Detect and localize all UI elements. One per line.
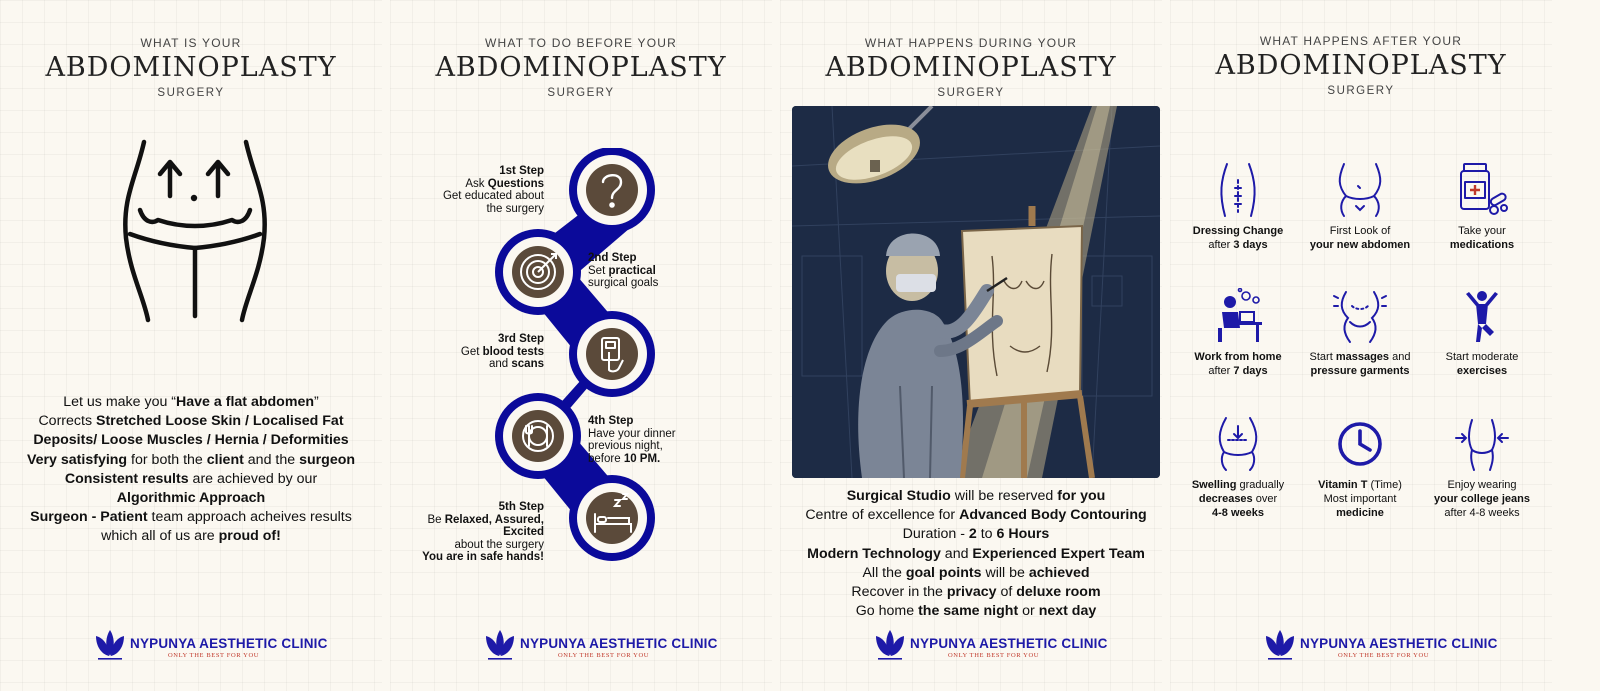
- caption-line: pressure garments: [1310, 365, 1410, 377]
- panel-heading: [1170, 34, 1552, 97]
- lotus-icon: [92, 628, 128, 664]
- step-3: [461, 333, 544, 371]
- heading-small: WHAT HAPPENS AFTER YOUR: [1259, 34, 1463, 48]
- new-abdomen-icon: [1332, 162, 1388, 218]
- after-item-vitamin-t: [1300, 416, 1420, 520]
- during-text: [780, 487, 1172, 621]
- caption-line: after 7 days: [1208, 365, 1268, 377]
- panel-heading: [780, 36, 1162, 99]
- intro-line: Corrects Stretched Loose Skin / Localised Fat: [38, 413, 344, 430]
- intro-line: Very satisfying for both the client and the surgeon: [26, 451, 356, 468]
- intro-line: Surgeon - Patient team approach acheives results: [30, 509, 352, 526]
- dressing-torso-icon: [1213, 162, 1263, 218]
- intro-line: Let us make you “Have a flat abdomen”: [63, 394, 319, 410]
- caption-line: Enjoy wearing: [1447, 479, 1517, 491]
- heading-sub: SURGERY: [157, 87, 225, 99]
- heading-small: WHAT HAPPENS DURING YOUR: [864, 36, 1078, 50]
- step-line: before 10 PM.: [588, 452, 661, 465]
- after-item-medications: [1422, 162, 1542, 252]
- caption-line: after 3 days: [1208, 239, 1268, 251]
- clock-icon: [1332, 416, 1388, 472]
- step-line: Be Relaxed, Assured, Excited: [427, 513, 544, 538]
- lotus-icon: [1262, 628, 1298, 664]
- caption-line: Dressing Change: [1192, 225, 1284, 237]
- step-line: the surgery: [486, 202, 544, 215]
- after-item-dressing: [1178, 162, 1298, 252]
- step-title: 1st Step: [499, 165, 544, 177]
- after-item-caption: [1300, 478, 1420, 520]
- clinic-name: NYPUNYA AESTHETIC CLINIC: [130, 636, 328, 651]
- panel-what-is: [0, 0, 382, 691]
- after-item-jeans: [1422, 416, 1542, 520]
- caption-line: exercises: [1456, 365, 1508, 377]
- clinic-tagline: ONLY THE BEST FOR YOU: [558, 652, 650, 659]
- intro-line: which all of us are proud of!: [101, 528, 281, 545]
- after-item-massages: [1300, 288, 1420, 378]
- intro-line: Consistent results are achieved by our: [64, 470, 318, 487]
- clinic-name: NYPUNYA AESTHETIC CLINIC: [520, 636, 718, 651]
- jeans-waist-icon: [1454, 416, 1510, 472]
- panel-heading: [390, 36, 772, 99]
- panel-after: [1170, 0, 1552, 691]
- caption-line: medications: [1449, 239, 1515, 251]
- after-item-caption: [1178, 224, 1298, 252]
- swelling-torso-icon: [1210, 416, 1266, 472]
- clinic-tagline: ONLY THE BEST FOR YOU: [1338, 652, 1430, 659]
- after-item-caption: [1422, 224, 1542, 252]
- after-item-caption: [1422, 478, 1542, 520]
- panel-during: [780, 0, 1162, 691]
- step-1: [443, 165, 544, 215]
- heading-sub: SURGERY: [547, 87, 615, 99]
- caption-line: Vitamin T (Time): [1318, 479, 1402, 491]
- step-2: [588, 252, 658, 290]
- during-line: Go home the same night or next day: [855, 603, 1097, 620]
- caption-line: Start massages and: [1309, 351, 1411, 363]
- step-5: [390, 501, 544, 564]
- step-line: previous night,: [588, 440, 663, 452]
- clinic-logo: [780, 628, 1162, 668]
- lotus-icon: [482, 628, 518, 664]
- step-line: Set practical: [588, 264, 656, 277]
- heading-big: ABDOMINOPLASTY: [435, 52, 727, 83]
- after-item-caption: [1178, 478, 1298, 520]
- heading-big: ABDOMINOPLASTY: [825, 52, 1117, 83]
- clinic-name: NYPUNYA AESTHETIC CLINIC: [1300, 636, 1498, 651]
- step-line: about the surgery: [454, 538, 544, 551]
- caption-line: after 4-8 weeks: [1444, 507, 1520, 519]
- heading-small: WHAT TO DO BEFORE YOUR: [485, 36, 677, 50]
- caption-line: Most important: [1323, 493, 1397, 505]
- after-item-caption: [1178, 350, 1298, 378]
- heading-big: ABDOMINOPLASTY: [1215, 50, 1507, 81]
- heading-small: WHAT IS YOUR: [140, 36, 242, 50]
- step-title: 3rd Step: [497, 333, 544, 345]
- panel-before: [390, 0, 772, 691]
- intro-line: Algorithmic Approach: [116, 490, 266, 507]
- medication-bottle-icon: [1454, 162, 1510, 218]
- lotus-icon: [872, 628, 908, 664]
- after-item-caption: [1300, 224, 1420, 252]
- after-item-first-look: [1300, 162, 1420, 252]
- caption-line: 4-8 weeks: [1212, 507, 1264, 519]
- step-line: surgical goals: [588, 277, 659, 289]
- during-line: All the goal points will be achieved: [862, 564, 1090, 581]
- after-item-exercises: [1422, 288, 1542, 378]
- during-line: Recover in the privacy of deluxe room: [851, 584, 1101, 601]
- after-item-swelling: [1178, 416, 1298, 520]
- step-line: Ask Questions: [465, 177, 544, 190]
- abdomen-lift-icon: [122, 138, 268, 323]
- step-title: 4th Step: [588, 415, 634, 427]
- caption-line: decreases over: [1198, 493, 1278, 505]
- clinic-logo: [0, 628, 382, 668]
- heading-sub: SURGERY: [937, 87, 1005, 99]
- step-title: 5th Step: [498, 501, 544, 513]
- surgeon-drawing-on-canvas-illustration: [792, 106, 1160, 478]
- caption-line: medicine: [1336, 507, 1384, 519]
- massage-torso-icon: [1332, 288, 1388, 344]
- step-line: and scans: [489, 358, 544, 370]
- caption-line: Take your: [1458, 225, 1506, 237]
- step-4: [588, 415, 676, 465]
- after-item-work: [1178, 288, 1298, 378]
- work-desk-icon: [1210, 288, 1266, 344]
- step-title: 2nd Step: [588, 252, 637, 264]
- step-line: You are in safe hands!: [422, 551, 544, 563]
- caption-line: Work from home: [1194, 351, 1282, 363]
- panel-heading: [0, 36, 382, 99]
- heading-big: ABDOMINOPLASTY: [45, 52, 337, 83]
- caption-line: First Look of: [1329, 225, 1391, 237]
- caption-line: your new abdomen: [1309, 239, 1411, 251]
- clinic-logo: [1170, 628, 1552, 668]
- during-line: Centre of excellence for Advanced Body Contouring: [805, 507, 1147, 524]
- intro-line: Deposits/ Loose Muscles / Hernia / Deformities: [33, 432, 349, 449]
- intro-text: [16, 393, 366, 547]
- during-line: Modern Technology and Experienced Expert Team: [807, 545, 1145, 562]
- clinic-tagline: ONLY THE BEST FOR YOU: [948, 652, 1040, 659]
- during-line: Surgical Studio will be reserved for you: [846, 488, 1106, 504]
- during-line: Duration - 2 to 6 Hours: [902, 526, 1050, 543]
- caption-line: your college jeans: [1434, 493, 1530, 505]
- after-item-caption: [1422, 350, 1542, 378]
- step-line: Have your dinner: [588, 427, 676, 440]
- caption-line: Start moderate: [1445, 351, 1519, 363]
- clinic-tagline: ONLY THE BEST FOR YOU: [168, 652, 260, 659]
- clinic-logo: [390, 628, 772, 668]
- caption-line: Swelling gradually: [1191, 479, 1285, 491]
- after-item-caption: [1300, 350, 1420, 378]
- clinic-name: NYPUNYA AESTHETIC CLINIC: [910, 636, 1108, 651]
- step-line: Get blood tests: [460, 345, 544, 358]
- step-line: Get educated about: [442, 190, 544, 202]
- heading-sub: SURGERY: [1327, 85, 1395, 97]
- exercise-person-icon: [1454, 288, 1510, 344]
